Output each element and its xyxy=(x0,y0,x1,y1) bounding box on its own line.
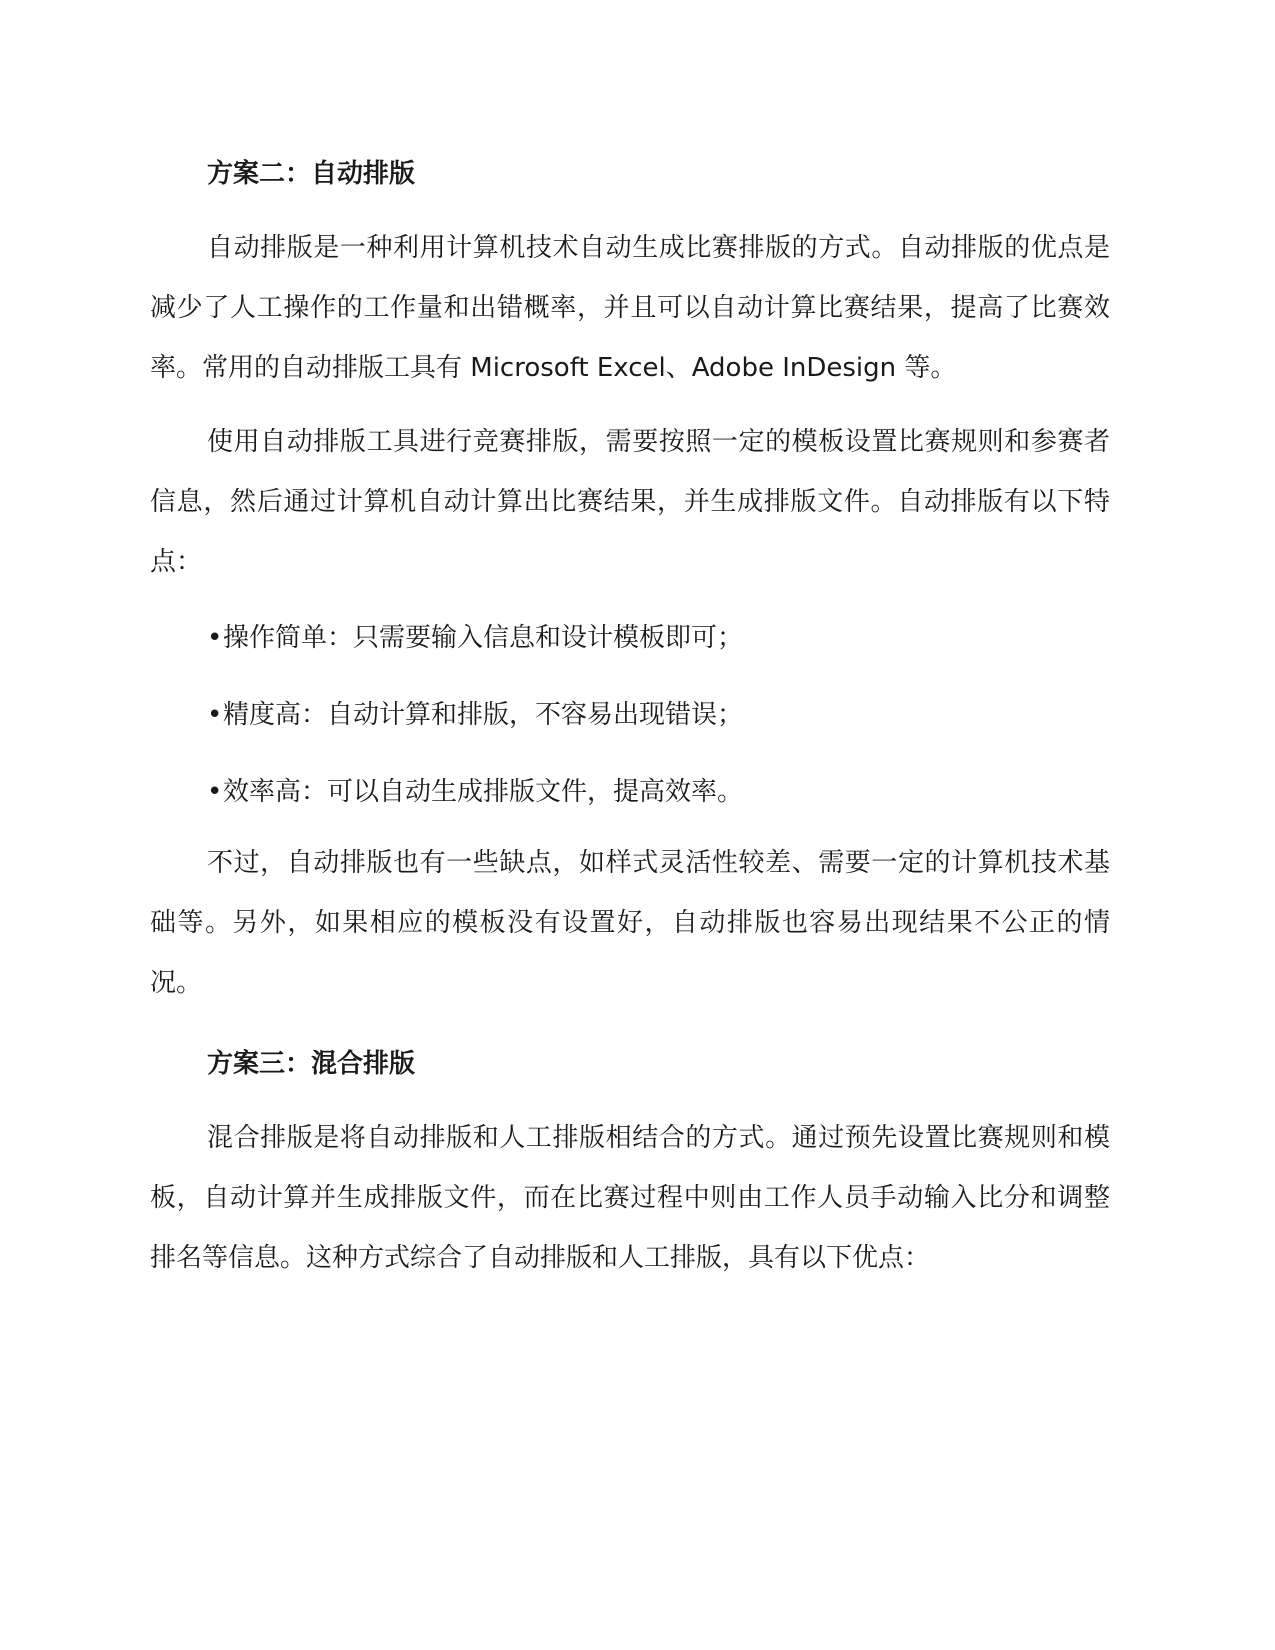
list-item xyxy=(150,620,1110,656)
section-heading-plan-2: 方案二：自动排版 xyxy=(207,159,416,189)
paragraph-auto-layout-usage: 使用自动排版工具进行竞赛排版，需要按照一定的模板设置比赛规则和参赛者信息，然后通过计算机自动计算出比赛结果，并生成排版文件。自动排版有以下特点： xyxy=(150,427,1110,577)
document-body xyxy=(150,140,1110,1288)
paragraph-mixed-layout-intro: 混合排版是将自动排版和人工排版相结合的方式。通过预先设置比赛规则和模板，自动计算并生成排版文件，而在比赛过程中则由工作人员手动输入比分和调整排名等信息。这种方式综合了自动排版和人工排版，具有以下优点： xyxy=(150,1123,1110,1273)
paragraph-auto-layout-drawbacks: 不过，自动排版也有一些缺点，如样式灵活性较差、需要一定的计算机技术基础等。另外，如果相应的模板没有设置好，自动排版也容易出现结果不公正的情况。 xyxy=(150,848,1110,998)
bullet-icon: • xyxy=(207,777,223,807)
paragraph-auto-layout-intro: 自动排版是一种利用计算机技术自动生成比赛排版的方式。自动排版的优点是减少了人工操作的工作量和出错概率，并且可以自动计算比赛结果，提高了比赛效率。常用的自动排版工具有 Microsoft Excel、Adobe InDesign 等。 xyxy=(150,233,1110,383)
bullet-icon: • xyxy=(207,623,223,653)
section-heading-plan-3: 方案三：混合排版 xyxy=(207,1049,416,1079)
list-item-text: 效率高：可以自动生成排版文件，提高效率。 xyxy=(223,777,744,807)
list-item-text: 操作简单：只需要输入信息和设计模板即可； xyxy=(223,623,744,653)
bullet-icon: • xyxy=(207,700,223,730)
list-item xyxy=(150,774,1110,810)
list-item xyxy=(150,697,1110,733)
list-item-text: 精度高：自动计算和排版，不容易出现错误； xyxy=(223,700,744,730)
